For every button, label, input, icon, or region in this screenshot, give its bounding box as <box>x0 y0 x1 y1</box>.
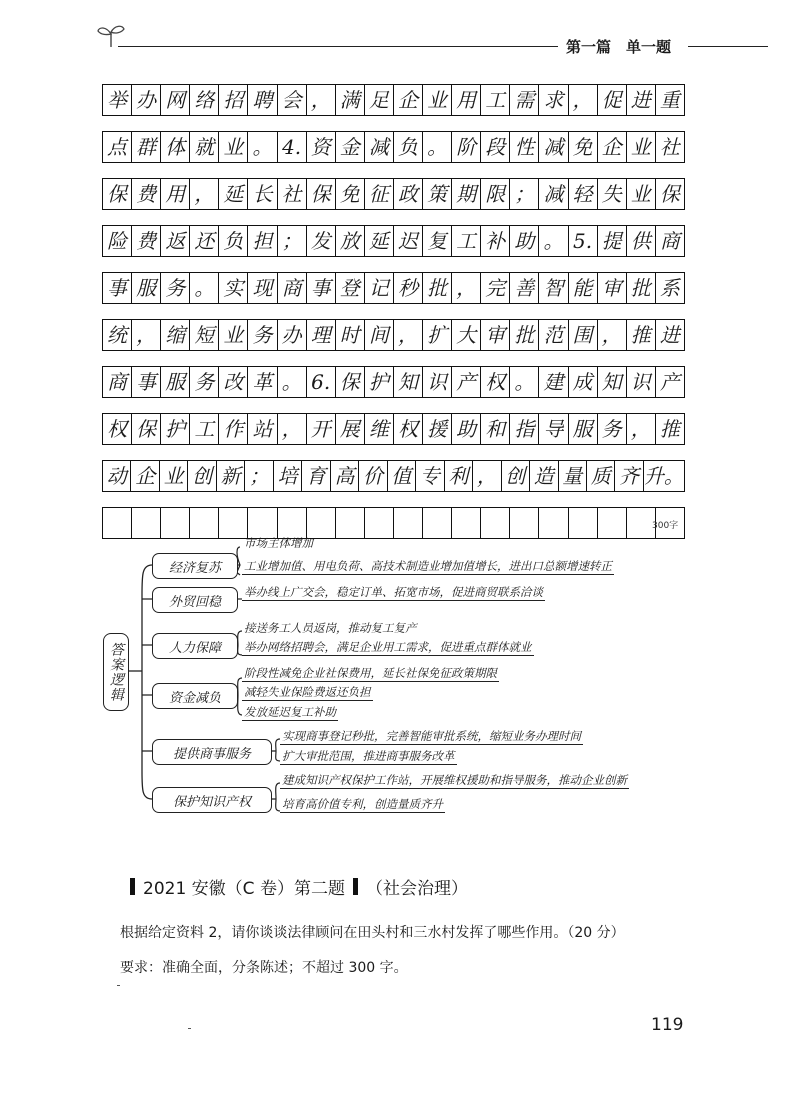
grid-cell: 社 <box>278 179 307 209</box>
scan-dot <box>188 1028 191 1029</box>
grid-cell: 。 <box>539 226 568 256</box>
grid-cell: ， <box>278 414 307 444</box>
grid-cell: 补 <box>481 226 510 256</box>
grid-cell: 批 <box>423 273 452 303</box>
grid-cell: 聘 <box>248 85 277 115</box>
branch-labor-support: 人力保障 <box>152 633 238 659</box>
grid-cell: 保 <box>103 179 132 209</box>
grid-cell: 长 <box>248 179 277 209</box>
grid-cell: ， <box>307 85 336 115</box>
word-count-label: 300字 <box>652 521 679 531</box>
grid-row <box>102 178 685 210</box>
grid-cell: 征 <box>365 179 394 209</box>
grid-cell: 促 <box>598 85 627 115</box>
grid-cell: 秒 <box>394 273 423 303</box>
grid-cell: 资 <box>307 132 336 162</box>
grid-cell: 轻 <box>569 179 598 209</box>
grid-cell: 企 <box>394 85 423 115</box>
grid-cell: ； <box>510 179 539 209</box>
grid-cell: 创 <box>502 461 530 491</box>
grid-cell <box>598 508 627 538</box>
grid-cell: ， <box>452 273 481 303</box>
grid-cell: 保 <box>132 414 161 444</box>
grid-cell: 和 <box>481 414 510 444</box>
leaf-6-2: 培育高价值专利，创造量质齐升 <box>282 797 443 811</box>
grid-cell: 导 <box>539 414 568 444</box>
grid-cell: 迟 <box>394 226 423 256</box>
grid-cell: 指 <box>510 414 539 444</box>
grid-cell: 络 <box>190 85 219 115</box>
grid-cell: 险 <box>103 226 132 256</box>
title-bar-left <box>130 878 135 895</box>
grid-cell: 。 <box>423 132 452 162</box>
grid-cell: 限 <box>481 179 510 209</box>
grid-cell: 负 <box>219 226 248 256</box>
grid-cell: 批 <box>510 320 539 350</box>
question-title <box>130 874 468 899</box>
grid-cell: 就 <box>190 132 219 162</box>
grid-cell: ， <box>598 320 627 350</box>
leaf-4-3: 发放延迟复工补助 <box>244 705 336 719</box>
grid-cell: 动 <box>103 461 131 491</box>
sprout-icon <box>96 22 126 48</box>
grid-cell: 提 <box>598 226 627 256</box>
grid-cell: 高 <box>331 461 359 491</box>
mindmap-root: 答案逻辑 <box>103 633 129 711</box>
grid-cell: 商 <box>278 273 307 303</box>
grid-cell: 会 <box>278 85 307 115</box>
grid-cell: 性 <box>510 132 539 162</box>
grid-cell <box>365 508 394 538</box>
grid-cell: 用 <box>452 85 481 115</box>
grid-cell <box>481 508 510 538</box>
grid-cell: 延 <box>219 179 248 209</box>
grid-cell: 值 <box>388 461 416 491</box>
grid-cell: 权 <box>394 414 423 444</box>
grid-cell: 求 <box>539 85 568 115</box>
grid-row <box>102 413 685 445</box>
grid-row <box>102 272 685 304</box>
grid-cell: 业 <box>219 320 248 350</box>
branch-trade-stable: 外贸回稳 <box>152 587 238 613</box>
grid-cell: 群 <box>132 132 161 162</box>
grid-cell: 办 <box>132 85 161 115</box>
grid-cell: 工 <box>481 85 510 115</box>
grid-cell: 围 <box>569 320 598 350</box>
grid-cell <box>336 508 365 538</box>
grid-cell: 革 <box>248 367 277 397</box>
grid-cell: 服 <box>132 273 161 303</box>
grid-cell: 统 <box>103 320 132 350</box>
grid-cell: 登 <box>336 273 365 303</box>
grid-cell: 务 <box>598 414 627 444</box>
grid-cell <box>307 508 336 538</box>
grid-cell: 事 <box>307 273 336 303</box>
grid-cell: 金 <box>336 132 365 162</box>
grid-cell: 需 <box>510 85 539 115</box>
grid-cell: 免 <box>569 132 598 162</box>
grid-cell: 援 <box>423 414 452 444</box>
grid-cell: 办 <box>278 320 307 350</box>
title-bar-right <box>353 878 358 895</box>
grid-cell: 智 <box>539 273 568 303</box>
grid-cell: 。 <box>248 132 277 162</box>
grid-cell: ， <box>190 179 219 209</box>
grid-cell <box>132 508 161 538</box>
grid-cell: 失 <box>598 179 627 209</box>
grid-cell: 费 <box>132 226 161 256</box>
grid-cell: 减 <box>539 132 568 162</box>
grid-row <box>102 319 685 351</box>
grid-cell: 开 <box>307 414 336 444</box>
leaf-4-2: 减轻失业保险费返还负担 <box>244 685 371 699</box>
grid-cell: 审 <box>481 320 510 350</box>
grid-cell: 费 <box>132 179 161 209</box>
grid-cell: ， <box>394 320 423 350</box>
grid-cell: 免 <box>336 179 365 209</box>
grid-cell: 能 <box>569 273 598 303</box>
grid-cell: 进 <box>656 320 685 350</box>
grid-cell <box>248 508 277 538</box>
grid-cell: 放 <box>336 226 365 256</box>
grid-cell: 。 <box>278 367 307 397</box>
grid-cell: 系 <box>656 273 685 303</box>
grid-cell <box>161 508 190 538</box>
grid-cell: 记 <box>365 273 394 303</box>
grid-cell <box>452 508 481 538</box>
leaf-4-1: 阶段性减免企业社保费用，延长社保免征政策期限 <box>244 666 497 680</box>
grid-cell: 社 <box>656 132 685 162</box>
grid-cell: 期 <box>452 179 481 209</box>
grid-cell: 权 <box>481 367 510 397</box>
scan-dot <box>117 985 120 986</box>
grid-cell: 产 <box>656 367 685 397</box>
leaf-5-1: 实现商事登记秒批，完善智能审批系统，缩短业务办理时间 <box>282 729 581 743</box>
grid-cell: 维 <box>365 414 394 444</box>
grid-cell: 企 <box>131 461 159 491</box>
grid-cell <box>423 508 452 538</box>
grid-row <box>102 131 685 163</box>
grid-cell: 减 <box>539 179 568 209</box>
grid-cell: 知 <box>394 367 423 397</box>
grid-cell: 展 <box>336 414 365 444</box>
grid-cell: 5. <box>569 226 598 256</box>
grid-cell: 培 <box>274 461 302 491</box>
grid-cell: 务 <box>161 273 190 303</box>
grid-cell: 供 <box>627 226 656 256</box>
grid-cell <box>219 508 248 538</box>
grid-cell: 权 <box>103 414 132 444</box>
grid-row <box>102 84 685 116</box>
grid-cell: 短 <box>190 320 219 350</box>
branch-ip-protection: 保护知识产权 <box>152 787 272 813</box>
grid-cell: 育 <box>302 461 330 491</box>
grid-cell: 商 <box>656 226 685 256</box>
grid-cell <box>569 508 598 538</box>
grid-cell: 产 <box>452 367 481 397</box>
branch-economic-recovery: 经济复苏 <box>152 553 238 579</box>
grid-cell: 扩 <box>423 320 452 350</box>
grid-cell: 护 <box>161 414 190 444</box>
question-requirement: 要求：准确全面，分条陈述；不超过 300 字。 <box>120 960 408 976</box>
grid-cell: 举 <box>103 85 132 115</box>
grid-cell: 担 <box>248 226 277 256</box>
grid-cell: 业 <box>627 179 656 209</box>
grid-cell: 齐 <box>615 461 643 491</box>
grid-cell: 推 <box>627 320 656 350</box>
grid-cell: 4. <box>278 132 307 162</box>
grid-cell: 推 <box>656 414 685 444</box>
grid-cell: ， <box>627 414 656 444</box>
grid-cell: ， <box>569 85 598 115</box>
grid-cell: 成 <box>569 367 598 397</box>
grid-cell: 质 <box>587 461 615 491</box>
branch-business-service: 提供商事服务 <box>152 739 272 765</box>
grid-cell: ； <box>278 226 307 256</box>
question-title-tag: （社会治理） <box>365 879 468 899</box>
grid-row <box>102 225 685 257</box>
grid-cell: ， <box>132 320 161 350</box>
grid-cell: 事 <box>132 367 161 397</box>
grid-cell: 政 <box>394 179 423 209</box>
leaf-2-1: 举办线上广交会，稳定订单、拓宽市场，促进商贸联系洽谈 <box>244 585 543 599</box>
grid-cell: 升。 <box>644 461 685 491</box>
grid-row <box>102 460 685 492</box>
grid-cell: 实 <box>219 273 248 303</box>
leaf-1-2: 工业增加值、用电负荷、高技术制造业增加值增长，进出口总额增速转正 <box>244 559 612 573</box>
grid-cell: 服 <box>161 367 190 397</box>
grid-cell: 保 <box>336 367 365 397</box>
grid-cell: 识 <box>627 367 656 397</box>
grid-cell: 造 <box>530 461 558 491</box>
grid-cell: 。 <box>190 273 219 303</box>
grid-cell: 企 <box>598 132 627 162</box>
grid-cell <box>510 508 539 538</box>
question-title-main: 2021 安徽（C 卷）第二题 <box>143 879 345 899</box>
grid-cell: 返 <box>161 226 190 256</box>
grid-cell: 工 <box>190 414 219 444</box>
grid-cell: 保 <box>656 179 685 209</box>
grid-cell: 复 <box>423 226 452 256</box>
grid-cell: 业 <box>423 85 452 115</box>
grid-cell: 保 <box>307 179 336 209</box>
grid-cell: 延 <box>365 226 394 256</box>
grid-cell <box>539 508 568 538</box>
grid-cell: 大 <box>452 320 481 350</box>
grid-cell: ； <box>245 461 273 491</box>
grid-cell: 理 <box>307 320 336 350</box>
grid-cell: 策 <box>423 179 452 209</box>
grid-cell: 善 <box>510 273 539 303</box>
grid-cell: 护 <box>365 367 394 397</box>
grid-cell: 完 <box>481 273 510 303</box>
grid-cell: ， <box>473 461 501 491</box>
grid-cell: 进 <box>627 85 656 115</box>
branch-funding-relief: 资金减负 <box>152 683 238 709</box>
grid-cell: 。 <box>510 367 539 397</box>
grid-cell: 专 <box>416 461 444 491</box>
page-number: 119 <box>651 1015 684 1035</box>
grid-cell: 工 <box>452 226 481 256</box>
grid-cell: 业 <box>627 132 656 162</box>
grid-cell: 现 <box>248 273 277 303</box>
grid-cell: 满 <box>336 85 365 115</box>
grid-cell: 创 <box>188 461 216 491</box>
grid-cell: 批 <box>627 273 656 303</box>
grid-cell: 站 <box>248 414 277 444</box>
grid-cell: 招 <box>219 85 248 115</box>
leaf-1-1: 市场主体增加 <box>244 536 313 550</box>
grid-cell: 商 <box>103 367 132 397</box>
grid-cell: 作 <box>219 414 248 444</box>
grid-cell: 时 <box>336 320 365 350</box>
question-prompt: 根据给定资料 2，请你谈谈法律顾问在田头村和三水村发挥了哪些作用。（20 分） <box>120 925 625 941</box>
grid-cell: 足 <box>365 85 394 115</box>
grid-cell: 业 <box>219 132 248 162</box>
grid-cell: 助 <box>510 226 539 256</box>
header-rule-left <box>118 46 558 47</box>
grid-cell: 6. <box>307 367 336 397</box>
leaf-3-2: 举办网络招聘会，满足企业用工需求，促进重点群体就业 <box>244 640 532 654</box>
grid-row <box>102 366 685 398</box>
grid-cell: 服 <box>569 414 598 444</box>
grid-cell <box>394 508 423 538</box>
grid-cell: 价 <box>359 461 387 491</box>
grid-cell: 缩 <box>161 320 190 350</box>
grid-cell: 减 <box>365 132 394 162</box>
grid-cell: 用 <box>161 179 190 209</box>
grid-cell: 体 <box>161 132 190 162</box>
grid-cell: 务 <box>248 320 277 350</box>
grid-cell <box>103 508 132 538</box>
chapter-title: 第一篇 单一题 <box>566 38 672 56</box>
header-rule-right <box>688 46 768 47</box>
grid-cell: 新 <box>217 461 245 491</box>
grid-cell: 改 <box>219 367 248 397</box>
grid-cell: 网 <box>161 85 190 115</box>
grid-cell: 点 <box>103 132 132 162</box>
grid-cell <box>278 508 307 538</box>
grid-cell: 段 <box>481 132 510 162</box>
grid-cell: 阶 <box>452 132 481 162</box>
grid-cell: 范 <box>539 320 568 350</box>
grid-cell: 事 <box>103 273 132 303</box>
grid-cell: 负 <box>394 132 423 162</box>
answer-logic-mindmap <box>100 535 700 835</box>
answer-grid <box>102 84 685 554</box>
grid-cell <box>190 508 219 538</box>
grid-cell: 业 <box>160 461 188 491</box>
grid-cell: 务 <box>190 367 219 397</box>
grid-cell: 识 <box>423 367 452 397</box>
grid-cell: 建 <box>539 367 568 397</box>
grid-cell: 发 <box>307 226 336 256</box>
grid-cell: 利 <box>445 461 473 491</box>
grid-cell: 量 <box>559 461 587 491</box>
leaf-5-2: 扩大审批范围，推进商事服务改革 <box>282 749 455 763</box>
grid-cell: 重 <box>656 85 685 115</box>
leaf-6-1: 建成知识产权保护工作站，开展维权援助和指导服务，推动企业创新 <box>282 773 627 787</box>
grid-cell: 间 <box>365 320 394 350</box>
grid-cell: 还 <box>190 226 219 256</box>
grid-cell: 审 <box>598 273 627 303</box>
grid-cell: 助 <box>452 414 481 444</box>
grid-cell: 知 <box>598 367 627 397</box>
leaf-3-1: 接送务工人员返岗，推动复工复产 <box>244 621 417 635</box>
